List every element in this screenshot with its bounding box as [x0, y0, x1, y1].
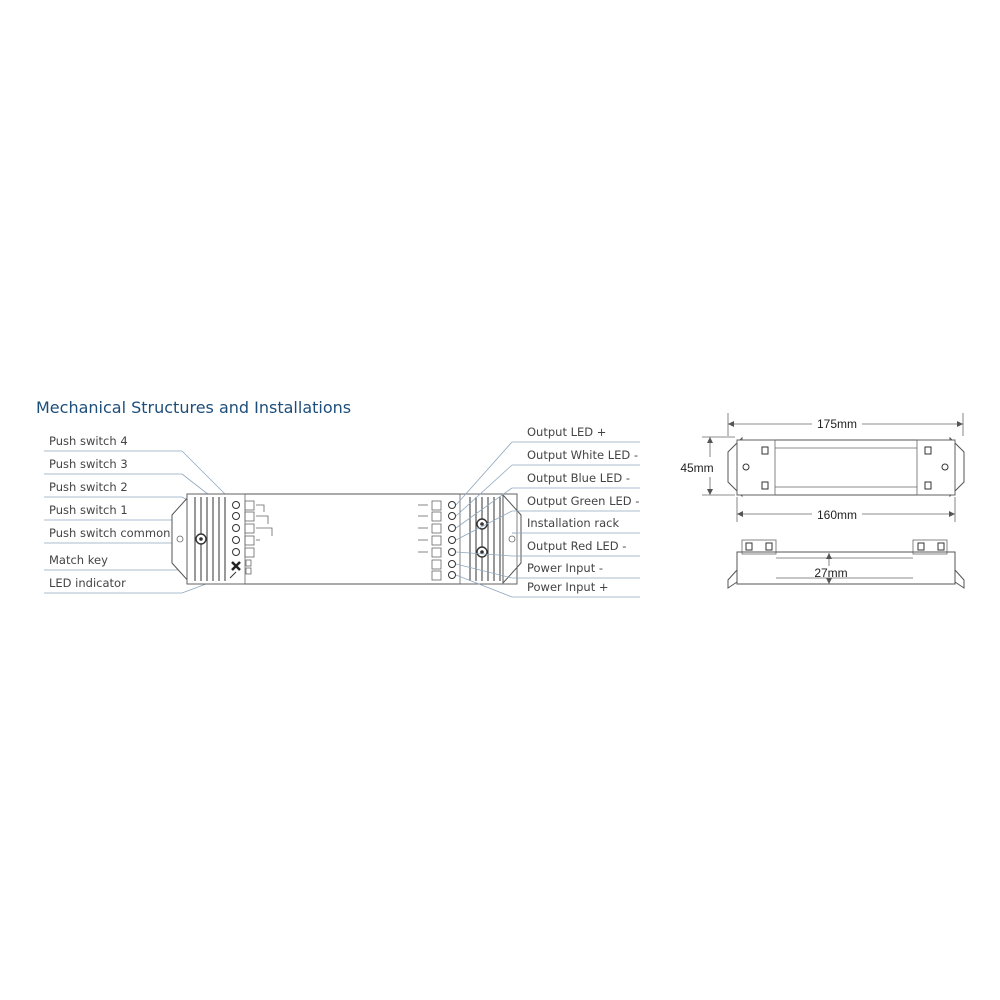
label-output-green-led: Output Green LED -	[527, 494, 640, 508]
label-installation-rack: Installation rack	[527, 516, 620, 530]
label-output-white-led: Output White LED -	[527, 448, 639, 462]
label-power-input-plus: Power Input +	[527, 580, 609, 594]
label-push-switch-4: Push switch 4	[49, 434, 128, 448]
dimension-width: 45mm	[680, 461, 714, 475]
label-match-key: Match key	[49, 553, 108, 567]
label-push-switch-1: Push switch 1	[49, 503, 128, 517]
dimension-height: 27mm	[814, 566, 848, 580]
label-output-red-led: Output Red LED -	[527, 539, 627, 553]
label-output-blue-led: Output Blue LED -	[527, 471, 631, 485]
label-push-switch-common: Push switch common	[49, 526, 171, 540]
dimension-length-mount: 160mm	[816, 508, 858, 522]
diagram-title: Mechanical Structures and Installations	[36, 398, 352, 417]
label-output-led-plus: Output LED +	[527, 425, 607, 439]
dimension-length-total: 175mm	[816, 417, 858, 431]
label-led-indicator: LED indicator	[49, 576, 126, 590]
side-view	[728, 540, 964, 588]
controller-body	[172, 494, 521, 584]
right-labels	[512, 425, 640, 597]
label-push-switch-3: Push switch 3	[49, 457, 128, 471]
label-power-input-minus: Power Input -	[527, 561, 604, 575]
top-view	[680, 413, 964, 522]
left-labels	[44, 434, 182, 593]
label-push-switch-2: Push switch 2	[49, 480, 128, 494]
